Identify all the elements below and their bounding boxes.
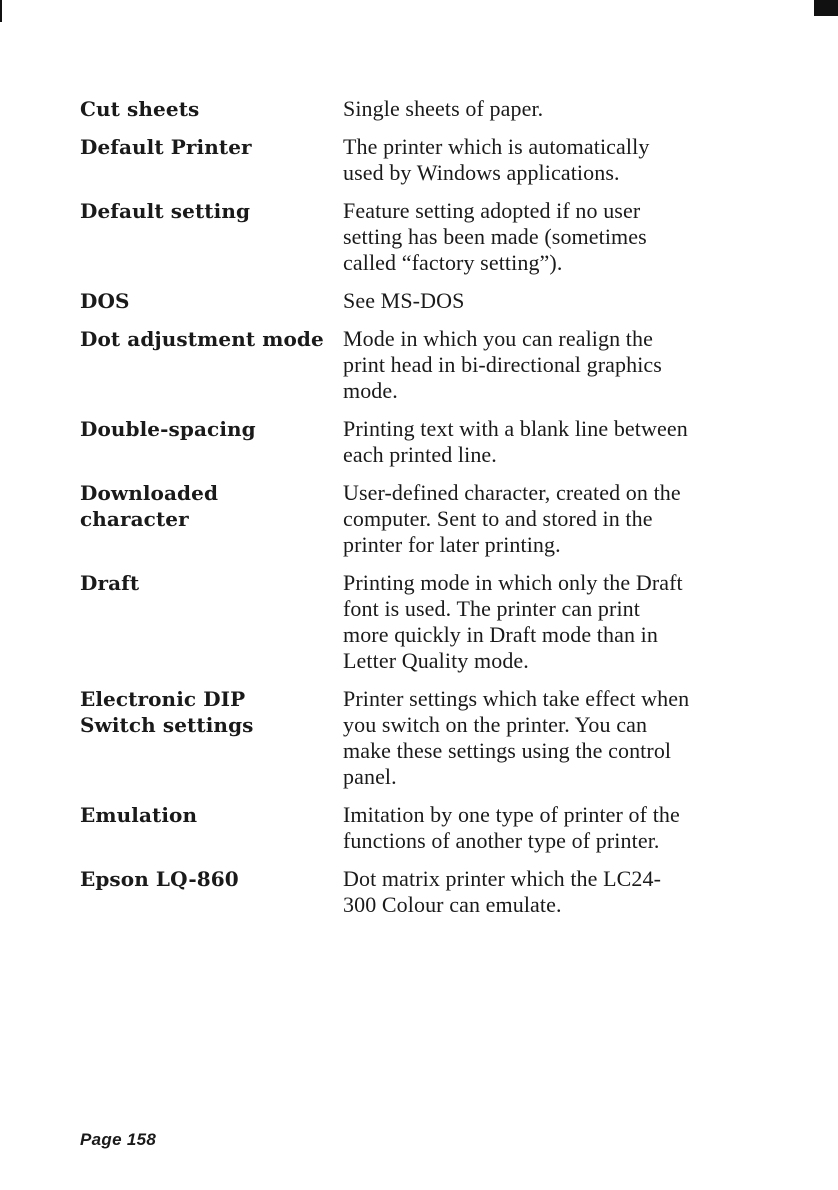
- glossary-entry-double-spacing: [80, 416, 710, 468]
- glossary-definition: Mode in which you can realign the print head in bi-directional graphics mode.: [343, 326, 662, 403]
- glossary-definition: The printer which is automatically used by Windows applications.: [343, 134, 650, 185]
- glossary-entry-cut-sheets: [80, 96, 710, 122]
- page-number: Page 158: [80, 1130, 157, 1149]
- glossary-term: Default Printer: [80, 135, 252, 159]
- glossary-entry-electronic-dip-switch-settings: [80, 686, 710, 790]
- glossary-entry-dos: [80, 288, 710, 314]
- glossary-entry-default-printer: [80, 134, 710, 186]
- glossary-definition: User-defined character, created on the computer. Sent to and stored in the printer for later printing.: [343, 480, 681, 557]
- scan-edge-mark-left: [0, 0, 2, 22]
- glossary-entry-epson-lq-860: [80, 866, 710, 918]
- glossary-definition: Feature setting adopted if no user setting has been made (sometimes called “factory setting”).: [343, 198, 647, 275]
- glossary-definition: Printing mode in which only the Draft font is used. The printer can print more quickly in Draft mode than in Letter Quality mode.: [343, 570, 683, 673]
- glossary-term: Cut sheets: [80, 97, 200, 121]
- glossary-definition: Single sheets of paper.: [343, 96, 544, 121]
- glossary-term: Emulation: [80, 803, 198, 827]
- glossary-definition: Printer settings which take effect when you switch on the printer. You can make these settings using the control panel.: [343, 686, 690, 789]
- glossary-entry-default-setting: [80, 198, 710, 276]
- glossary-term: Default setting: [80, 199, 251, 223]
- glossary-term: DOS: [80, 289, 130, 313]
- scan-edge-mark-right: [814, 0, 838, 16]
- glossary-term: Electronic DIP Switch settings: [80, 687, 254, 737]
- glossary-term: Downloaded character: [80, 481, 219, 531]
- glossary-definition: Printing text with a blank line between each printed line.: [343, 416, 688, 467]
- glossary-entry-emulation: [80, 802, 710, 854]
- glossary-term: Epson LQ-860: [80, 867, 239, 891]
- glossary-term: Draft: [80, 571, 140, 595]
- glossary-definition: Imitation by one type of printer of the functions of another type of printer.: [343, 802, 680, 853]
- glossary-entry-dot-adjustment-mode: [80, 326, 710, 404]
- glossary-definition: See MS-DOS: [343, 288, 465, 313]
- glossary-list: [80, 96, 710, 918]
- glossary-entry-draft: [80, 570, 710, 674]
- glossary-term: Double-spacing: [80, 417, 256, 441]
- glossary-entry-downloaded-character: [80, 480, 710, 558]
- glossary-definition: Dot matrix printer which the LC24-300 Colour can emulate.: [343, 866, 662, 917]
- glossary-term: Dot adjustment mode: [80, 327, 324, 351]
